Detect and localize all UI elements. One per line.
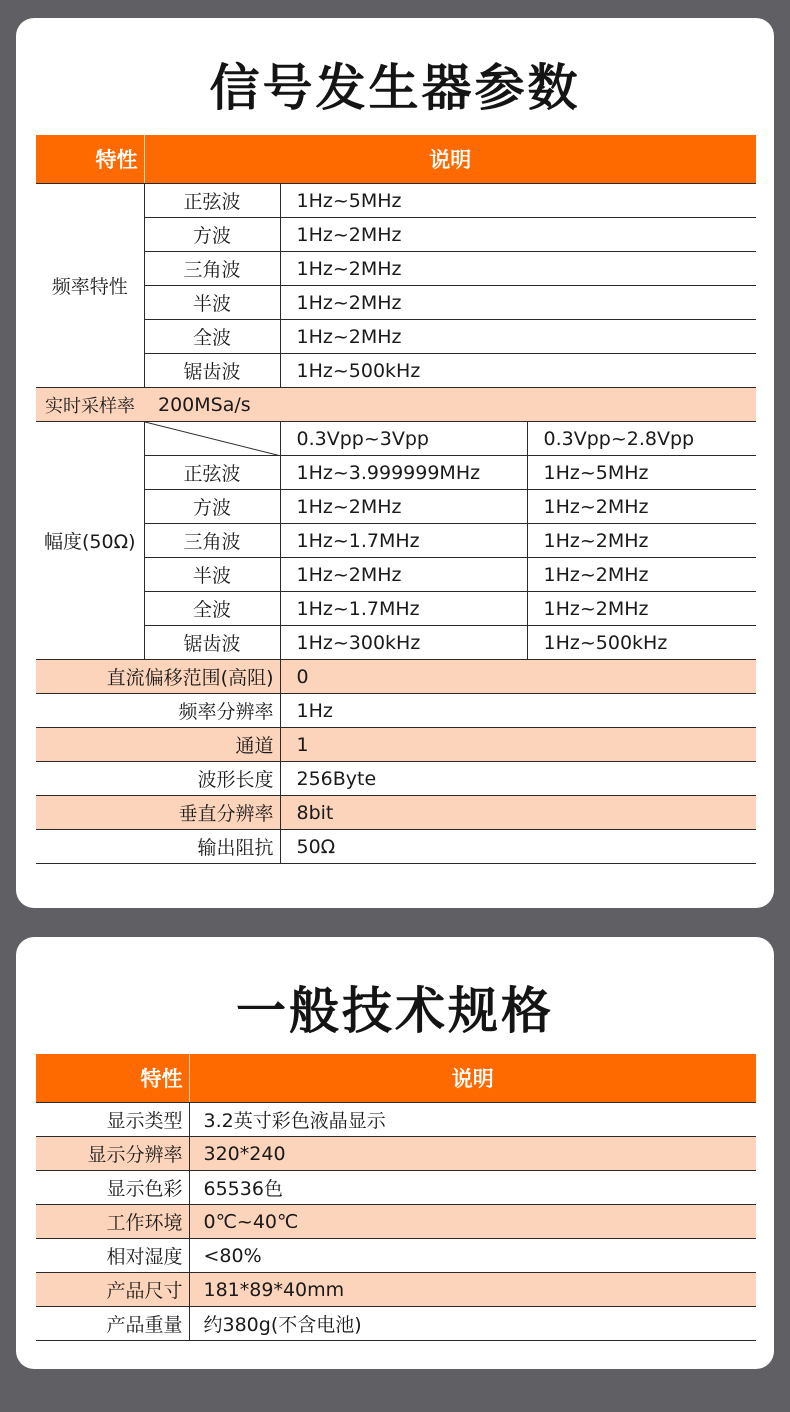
spec-label: 通道	[36, 728, 280, 762]
sample-rate-value: 200MSa/s	[144, 388, 756, 422]
amp-value-a: 1Hz~300kHz	[280, 626, 527, 660]
header-feature: 特性	[36, 1054, 189, 1103]
table-row	[36, 218, 756, 252]
signal-generator-table	[36, 135, 756, 864]
spec-label: 显示类型	[36, 1103, 189, 1137]
table-row	[36, 660, 756, 694]
table-row	[36, 1307, 756, 1341]
header-description: 说明	[144, 135, 756, 184]
amp-header-b: 0.3Vpp~2.8Vpp	[527, 422, 756, 456]
spec-value: 256Byte	[280, 762, 756, 796]
table-row	[36, 286, 756, 320]
spec-value: 约380g(不含电池)	[189, 1307, 756, 1341]
wave-name: 方波	[144, 218, 280, 252]
table-row	[36, 558, 756, 592]
freq-value: 1Hz~5MHz	[280, 184, 756, 218]
spec-value: 65536色	[189, 1171, 756, 1205]
freq-value: 1Hz~2MHz	[280, 218, 756, 252]
sample-rate-label: 实时采样率	[36, 388, 144, 422]
general-spec-title: 一般技术规格	[236, 982, 554, 1040]
diagonal-line	[145, 422, 281, 456]
table-row	[36, 252, 756, 286]
table-row	[36, 1273, 756, 1307]
table-row	[36, 490, 756, 524]
spec-value: 1Hz	[280, 694, 756, 728]
table-row	[36, 728, 756, 762]
spec-label: 显示分辨率	[36, 1137, 189, 1171]
amp-value-b: 1Hz~2MHz	[527, 490, 756, 524]
table-row	[36, 456, 756, 490]
spec-value: 181*89*40mm	[189, 1273, 756, 1307]
spec-label: 显示色彩	[36, 1171, 189, 1205]
table-row	[36, 796, 756, 830]
spec-value: <80%	[189, 1239, 756, 1273]
spec-label: 产品重量	[36, 1307, 189, 1341]
spec-value: 3.2英寸彩色液晶显示	[189, 1103, 756, 1137]
spec-value: 1	[280, 728, 756, 762]
wave-name: 正弦波	[144, 456, 280, 490]
table-row	[36, 184, 756, 218]
table-row	[36, 694, 756, 728]
signal-generator-title: 信号发生器参数	[209, 59, 581, 117]
spec-value: 0℃~40℃	[189, 1205, 756, 1239]
spec-label: 工作环境	[36, 1205, 189, 1239]
freq-value: 1Hz~2MHz	[280, 286, 756, 320]
spec-label: 相对湿度	[36, 1239, 189, 1273]
freq-value: 1Hz~2MHz	[280, 252, 756, 286]
wave-name: 方波	[144, 490, 280, 524]
spec-value: 50Ω	[280, 830, 756, 864]
amp-value-b: 1Hz~2MHz	[527, 524, 756, 558]
table-header	[36, 1054, 756, 1103]
signal-generator-card	[16, 18, 774, 908]
spec-label: 输出阻抗	[36, 830, 280, 864]
table-row	[36, 1205, 756, 1239]
wave-name: 锯齿波	[144, 354, 280, 388]
general-spec-card	[16, 937, 774, 1369]
spec-label: 频率分辨率	[36, 694, 280, 728]
amp-value-b: 1Hz~500kHz	[527, 626, 756, 660]
table-header	[36, 135, 756, 184]
wave-name: 锯齿波	[144, 626, 280, 660]
freq-group-label: 频率特性	[36, 184, 144, 388]
table-row	[36, 626, 756, 660]
amp-header-a: 0.3Vpp~3Vpp	[280, 422, 527, 456]
amp-value-b: 1Hz~2MHz	[527, 558, 756, 592]
wave-name: 三角波	[144, 524, 280, 558]
spec-label: 垂直分辨率	[36, 796, 280, 830]
wave-name: 全波	[144, 592, 280, 626]
spec-value: 8bit	[280, 796, 756, 830]
table-row	[36, 388, 756, 422]
freq-value: 1Hz~500kHz	[280, 354, 756, 388]
spec-label: 产品尺寸	[36, 1273, 189, 1307]
amp-value-a: 1Hz~1.7MHz	[280, 524, 527, 558]
table-row	[36, 1137, 756, 1171]
amp-value-a: 1Hz~2MHz	[280, 558, 527, 592]
table-row	[36, 524, 756, 558]
spec-value: 320*240	[189, 1137, 756, 1171]
spec-label: 波形长度	[36, 762, 280, 796]
wave-name: 全波	[144, 320, 280, 354]
diagonal-cell	[144, 422, 280, 456]
wave-name: 半波	[144, 286, 280, 320]
header-description: 说明	[189, 1054, 756, 1103]
table-row	[36, 1171, 756, 1205]
wave-name: 半波	[144, 558, 280, 592]
table-row	[36, 422, 756, 456]
amp-value-a: 1Hz~3.999999MHz	[280, 456, 527, 490]
header-feature: 特性	[36, 135, 144, 184]
table-row	[36, 592, 756, 626]
table-row	[36, 762, 756, 796]
table-row	[36, 830, 756, 864]
general-spec-table	[36, 1054, 756, 1341]
amp-value-a: 1Hz~2MHz	[280, 490, 527, 524]
table-row	[36, 1239, 756, 1273]
amp-group-label: 幅度(50Ω)	[36, 422, 144, 660]
spec-value: 0	[280, 660, 756, 694]
amp-value-a: 1Hz~1.7MHz	[280, 592, 527, 626]
table-row	[36, 354, 756, 388]
table-row	[36, 320, 756, 354]
amp-value-b: 1Hz~5MHz	[527, 456, 756, 490]
freq-value: 1Hz~2MHz	[280, 320, 756, 354]
amp-value-b: 1Hz~2MHz	[527, 592, 756, 626]
wave-name: 正弦波	[144, 184, 280, 218]
table-row	[36, 1103, 756, 1137]
wave-name: 三角波	[144, 252, 280, 286]
spec-label: 直流偏移范围(高阻)	[36, 660, 280, 694]
